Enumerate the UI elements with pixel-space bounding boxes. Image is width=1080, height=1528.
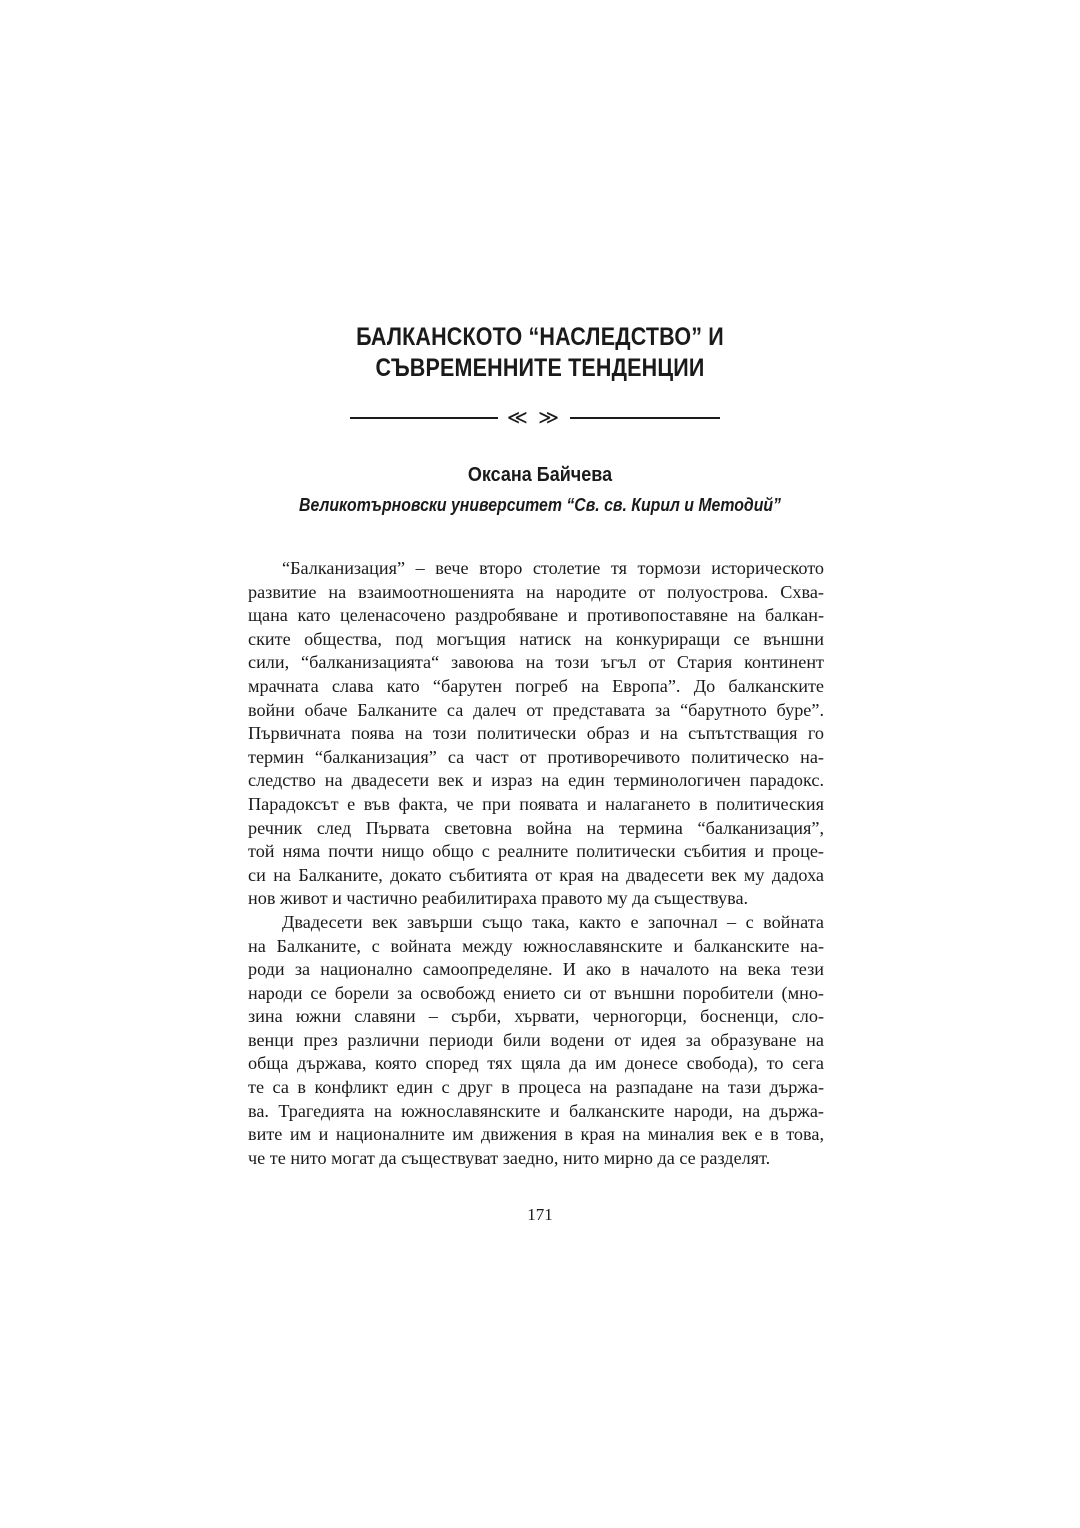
- body-line: обща държава, която според тях щяла да им донесе свобода), то сега: [248, 1053, 824, 1074]
- body-line: зина южни славяни – сърби, хървати, черногорци, босненци, сло-: [248, 1006, 824, 1027]
- article-title-line-1: БАЛКАНСКОТО “НАСЛЕДСТВО” И: [356, 323, 724, 351]
- body-line: народи се борели за освобожд ението си от външни поробители (мно-: [248, 982, 824, 1003]
- body-line: термин “балканизация” са част от противоречивото политическо на-: [248, 746, 824, 767]
- body-line: развитие на взаимоотношенията на народите от полуострова. Схва-: [248, 581, 824, 602]
- body-line: на Балканите, с войната между южнославянските и балканските на-: [248, 935, 824, 956]
- body-line: си на Балканите, докато събитията от края на двадесети век му дадоха: [248, 864, 824, 885]
- author-name: Оксана Байчева: [467, 464, 613, 486]
- body-line: вите им и националните им движения в края на миналия век е в това,: [248, 1124, 824, 1145]
- body-line: ва. Трагедията на южнославянските и балканските народи, на държа-: [248, 1100, 824, 1121]
- body-line: ските общества, под могъщия натиск на конкуриращи се външни: [248, 628, 824, 649]
- article-title-line-2: СЪВРЕМЕННИТЕ ТЕНДЕНЦИИ: [375, 354, 705, 382]
- body-line: мрачната слава като “барутен погреб на Европа”. До балканските: [248, 675, 824, 696]
- body-line: речник след Първата световна война на термина “балканизация”,: [248, 817, 824, 838]
- page-number: 171: [527, 1205, 553, 1224]
- body-line: те са в конфликт един с друг в процеса на разпадане на тази държа-: [248, 1077, 824, 1098]
- body-line: сили, “балканизацията“ завоюва на този ъгъл от Стария континент: [248, 652, 824, 673]
- body-line: Парадоксът е във факта, че при появата и налагането в политическия: [248, 793, 824, 814]
- title-divider: [350, 405, 720, 429]
- body-line: роди за национално самоопределяне. И ако в началото на века тези: [248, 959, 824, 980]
- body-line: той няма почти нищо общо с реалните политически събития и проце-: [248, 841, 824, 862]
- article-title: [76, 322, 1005, 384]
- body-line: следство на двадесети век и израз на един терминологичен парадокс.: [248, 770, 824, 791]
- divider-rule-right: [570, 417, 720, 419]
- author-affiliation: Великотърновски университет “Св. св. Кирил и Методий”: [299, 495, 781, 515]
- body-line: войни обаче Балканите са далеч от представата за “барутното буре”.: [248, 699, 824, 720]
- divider-rule-left: [350, 417, 498, 419]
- body-line: Двадесети век завърши също така, както е започнал – с войната: [282, 911, 824, 932]
- body-line: “Балканизация” – вече второ столетие тя тормози историческото: [282, 558, 824, 578]
- divider-ornament-icon: ≪ ≫: [506, 405, 562, 429]
- body-line: че те нито могат да съществуват заедно, нито мирно да се разделят.: [248, 1147, 771, 1168]
- body-line: Първичната поява на този политически образ и на съпътстващия го: [248, 723, 824, 744]
- article-body: [248, 557, 824, 1170]
- paragraph-2: [248, 911, 824, 1171]
- body-line: венци през различни периоди били водени от идея за образуване на: [248, 1029, 824, 1050]
- paragraph-1: [248, 557, 824, 911]
- body-line: щана като целенасочено раздробяване и противопоставяне на балкан-: [248, 605, 824, 626]
- body-line: нов живот и частично реабилитираха правото му да съществува.: [248, 888, 749, 909]
